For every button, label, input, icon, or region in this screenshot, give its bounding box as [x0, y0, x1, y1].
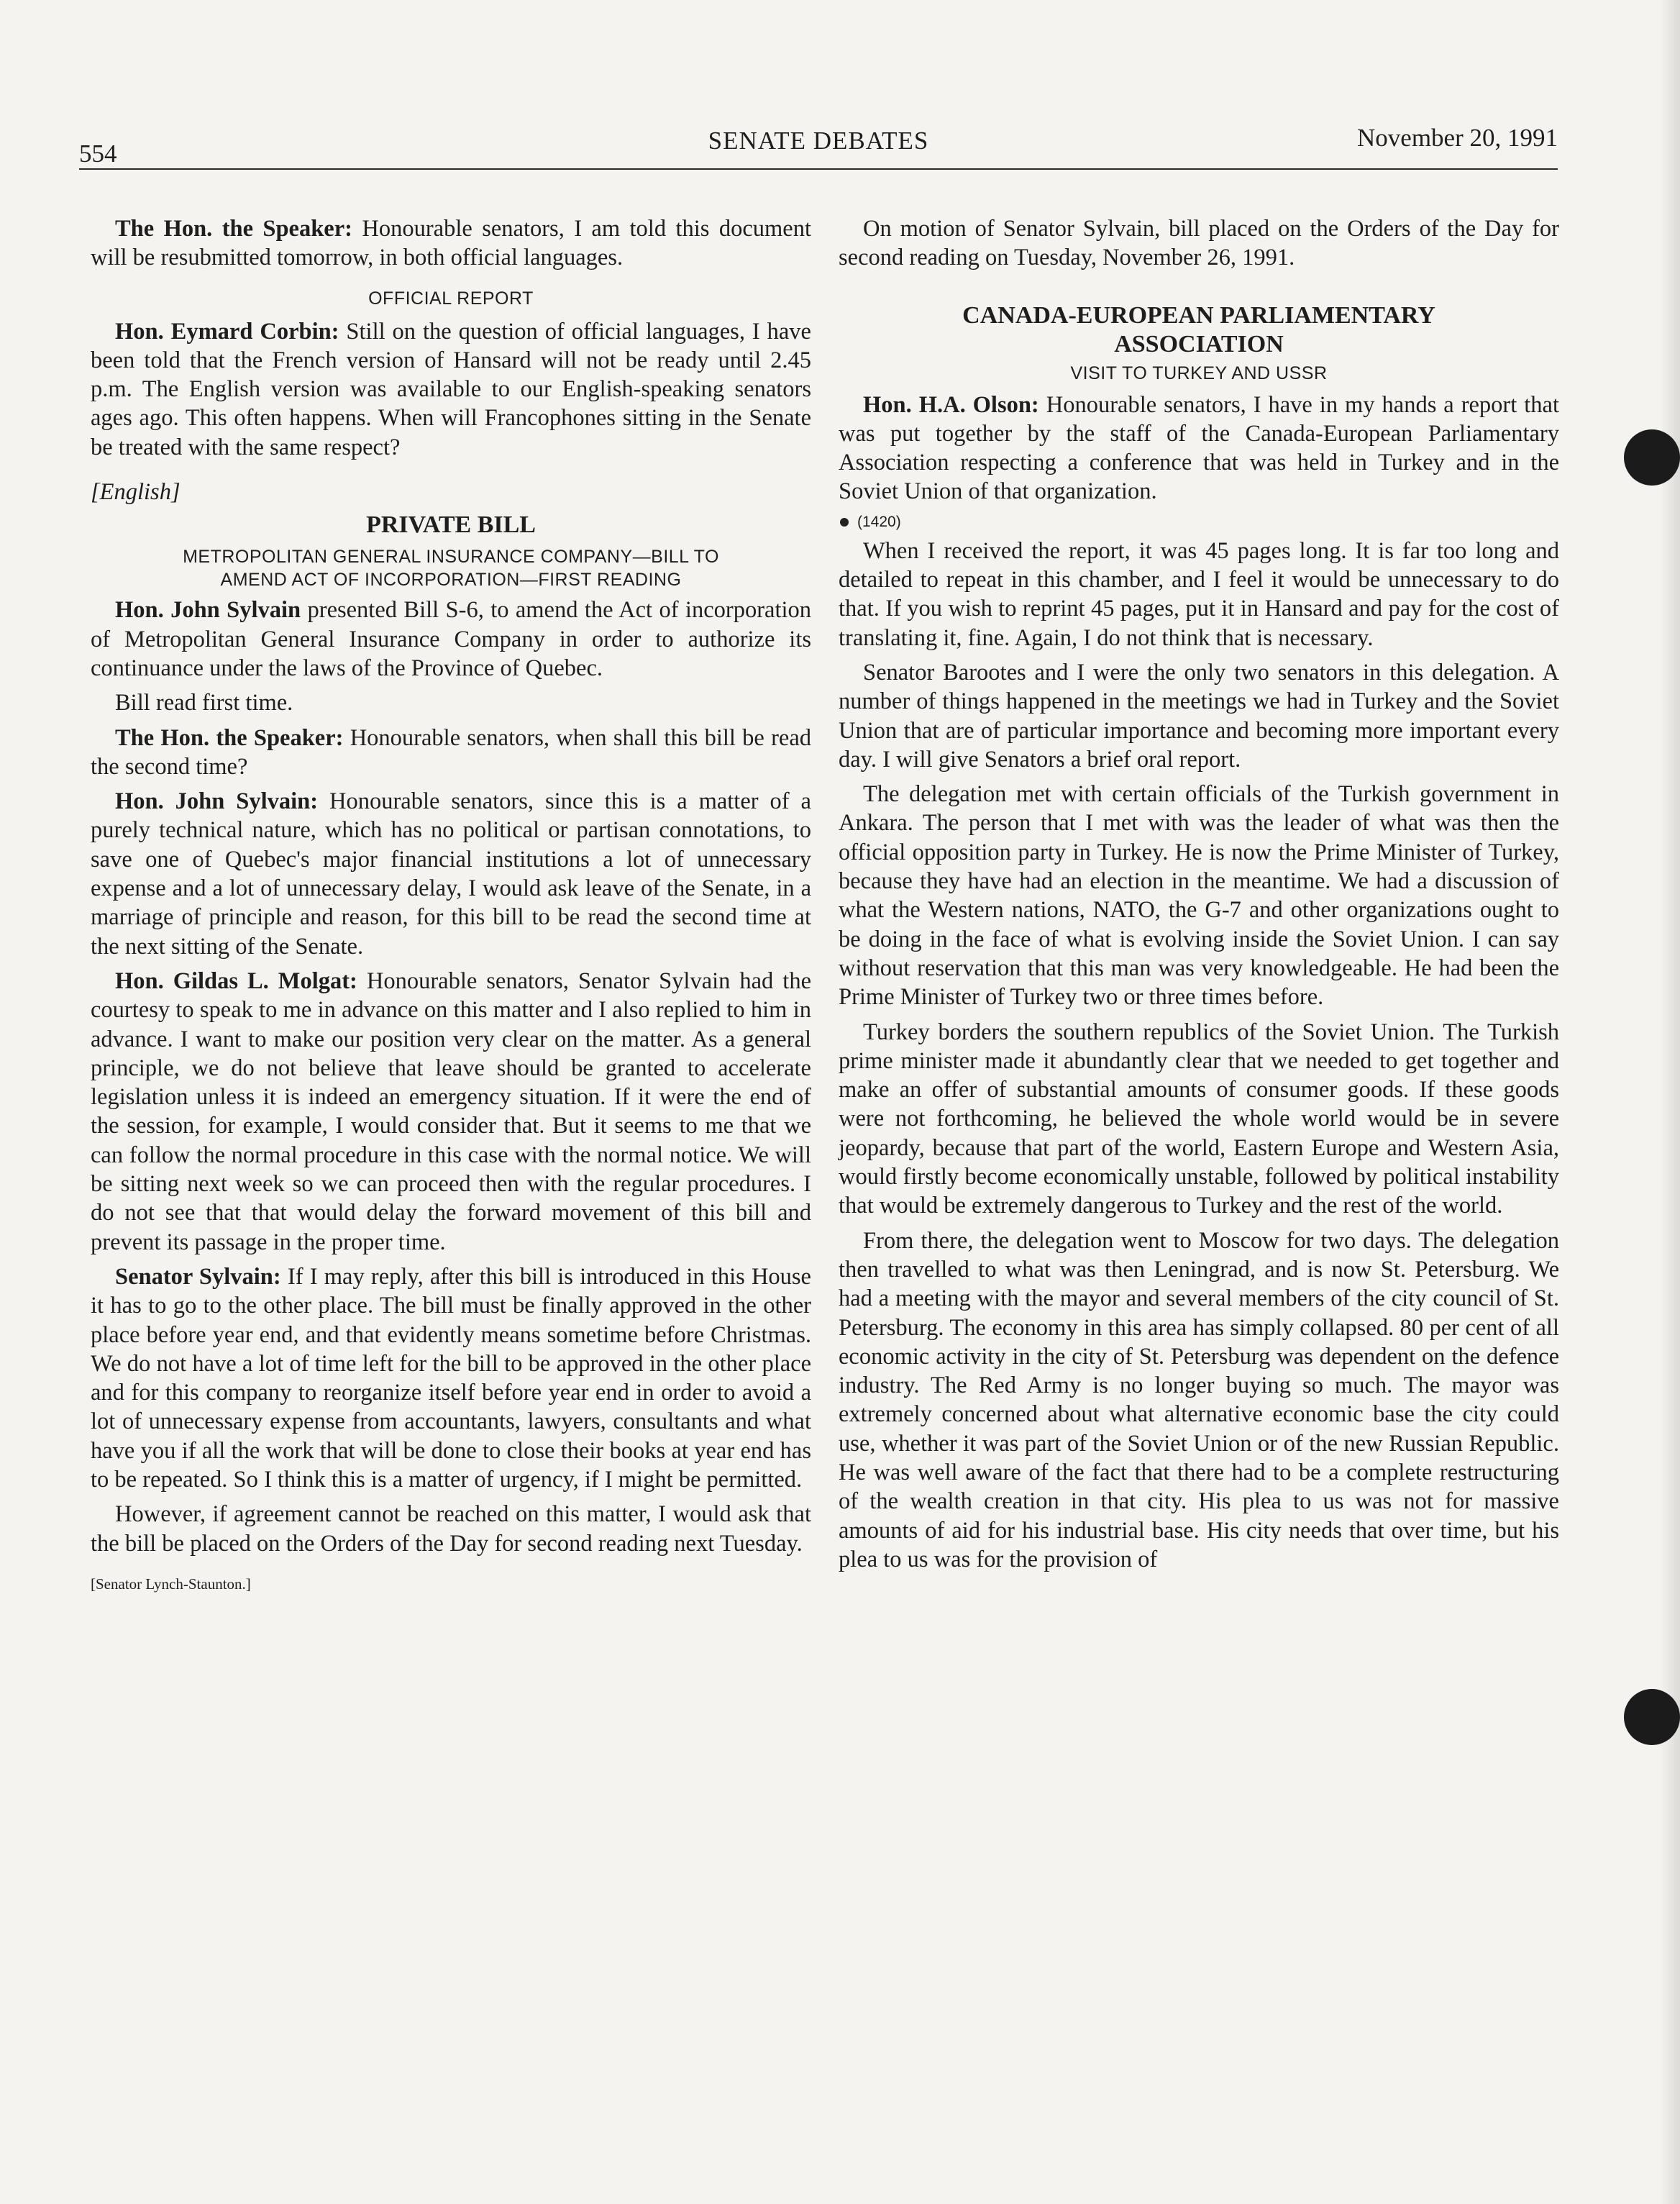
speech-text: Honourable senators, when shall this bill be read the second time?: [91, 724, 811, 780]
paragraph: [91, 787, 811, 961]
speech-text: Honourable senators, Senator Sylvain had the courtesy to speak to me in advance on this matter and I also replied to him in advance. I want to make our position very clear on the matter. As a general principle, we do not believe that leave should be granted to accelerate legislation unless it is indeed an emergency situation. If it were the end of the session, for example, I would consider that. But it seems to me that we can follow the normal procedure in this case with the normal notice. We will be sitting next week so we can proceed then with the regular procedures. I do not see that that would delay the forward movement of this bill and prevent its passage in the proper time.: [91, 967, 811, 1255]
speech-text: Honourable senators, I am told this document will be resubmitted tomorrow, in both official languages.: [91, 216, 811, 271]
paragraph: [91, 724, 811, 782]
section-heading-private-bill: PRIVATE BILL: [366, 511, 536, 539]
paragraph: [91, 214, 811, 273]
paragraph: [91, 967, 811, 1257]
speech-text: The delegation met with certain officials of the Turkish government in Ankara. The person that I met with was the leader of what was then the official opposition party in Turkey. He is now the Prime Minister of Turkey, because they have had an election in the meantime. We had a discussion of what the Western nations, NATO, the G-7 and other organizations ought to be doing in the face of what is evolving inside the Soviet Union. I can say without reservation that this man was very knowledgeable. He had been the Prime Minister of Turkey two or three times before.: [839, 781, 1559, 1011]
bill-subheading-line: AMEND ACT OF INCORPORATION—FIRST READING: [220, 570, 682, 591]
speaker-name: The Hon. the Speaker:: [115, 724, 344, 751]
time-stamp: (1420): [857, 513, 901, 530]
section-heading-line: CANADA-EUROPEAN PARLIAMENTARY: [962, 301, 1435, 329]
speech-text: When I received the report, it was 45 pages long. It is far too long and detailed to repeat in this chamber, and I feel it would be unnecessary to do that. If you wish to reprint 45 pages, put it in Hansard and pay for the cost of translating it, fine. Again, I do not think that is necessary.: [839, 537, 1559, 651]
paragraph: [839, 780, 1559, 1011]
speaker-name: Hon. John Sylvain:: [115, 788, 319, 815]
subheading-visit: VISIT TO TURKEY AND USSR: [1070, 363, 1328, 383]
header-rule: [79, 168, 1558, 170]
speech-text: Honourable senators, since this is a matter of a purely technical nature, which has no political or partisan connotations, to save one of Quebec's major financial institutions a lot of unnecessary expense and a lot of unnecessary delay, I would ask leave of the Senate, in a marriage of principle and reason, for this bill to be read the second time at the next sitting of the Senate.: [91, 788, 811, 960]
paragraph: [839, 537, 1559, 652]
speech-text: On motion of Senator Sylvain, bill placed on the Orders of the Day for second reading on Tuesday, November 26, 1991.: [839, 216, 1559, 271]
speech-text: However, if agreement cannot be reached on this matter, I would ask that the bill be placed on the Orders of the Day for second reading next Tuesday.: [91, 1501, 811, 1557]
left-column: [91, 214, 811, 1594]
bullet-dot-icon: [840, 518, 849, 527]
bill-subheading: [91, 545, 811, 591]
speech-text: From there, the delegation went to Moscow for two days. The delegation then travelled to what was then Leningrad, and is now St. Petersburg. We had a meeting with the mayor and several members of the city council of St. Petersburg. The economy in this area has simply collapsed. 80 per cent of all economic activity in the city of St. Petersburg was dependent on the defence industry. The Red Army is no longer buying so much. The mayor was extremely concerned about what alternative economic base the city could use, whether it was part of the Soviet Union or of the new Russian Republic. He was well aware of the fact that there had to be a complete restructuring of the wealth creation in that city. His plea to us was not for massive amounts of aid for his industrial base. His city needs that over time, but his plea to us was for the provision of: [839, 1227, 1559, 1572]
paragraph: [91, 317, 811, 462]
speaker-name: Hon. H.A. Olson:: [863, 391, 1039, 418]
paragraph: [839, 1018, 1559, 1221]
page-edge-shadow: [1660, 0, 1680, 2204]
paragraph: [839, 658, 1559, 774]
speech-text: Bill read first time.: [115, 690, 293, 716]
subheading-official-report: OFFICIAL REPORT: [368, 288, 534, 309]
paragraph: [839, 214, 1559, 273]
speech-text: If I may reply, after this bill is introduced in this House it has to go to the other place. The bill must be finally approved in the other place before year end, and that evidently means sometime before Christmas. We do not have a lot of time left for the bill to be approved in the other place and for this company to reorganize itself before year end in order to avoid a lot of unnecessary expense from accountants, lawyers, consultants and what have you if all the work that will be done to close their books at year end has to be repeated. So I think this is a matter of urgency, if I might be permitted.: [91, 1263, 811, 1493]
speaker-name: The Hon. the Speaker:: [115, 216, 352, 242]
speaker-name: Hon. John Sylvain: [115, 597, 301, 624]
speaker-name: Hon. Gildas L. Molgat:: [115, 967, 357, 994]
paragraph: [91, 688, 811, 717]
speech-text: Honourable senators, I have in my hands a report that was put together by the staff of the Canada-European Parliamentary Association respecting a conference that was held in Turkey and in the Soviet Union of that organization.: [839, 391, 1559, 505]
speech-text: Turkey borders the southern republics of the Soviet Union. The Turkish prime minister made it abundantly clear that we needed to get together and make an offer of substantial amounts of consumer goods. If these goods were not forthcoming, he believed the whole world would be in severe jeopardy, because that part of the world, Eastern Europe and Western Asia, would firstly become economically unstable, followed by political instability that would be extremely dangerous to Turkey and the rest of the world.: [839, 1019, 1559, 1219]
page-footnote: [Senator Lynch-Staunton.]: [91, 1575, 251, 1593]
section-heading-association: [839, 301, 1559, 359]
speech-text: Still on the question of official languages, I have been told that the French version of Hansard will not be ready until 2.45 p.m. The English version was available to our English-speaking senators ages ago. This often happens. When will Francophones sitting in the Senate be treated with the same respect?: [91, 318, 811, 460]
section-heading-line: ASSOCIATION: [1114, 330, 1284, 358]
publication-title: SENATE DEBATES: [708, 127, 929, 155]
binder-hole: [1624, 1689, 1680, 1745]
paragraph: [91, 1262, 811, 1494]
paragraph: [91, 1500, 811, 1558]
speech-text: Senator Barootes and I were the only two senators in this delegation. A number of things happened in the meetings we had in Turkey and the Soviet Union that are of particular importance and becoming more important every day. I will give Senators a brief oral report.: [839, 659, 1559, 773]
binder-hole: [1624, 429, 1680, 486]
right-column: [839, 214, 1559, 1580]
paragraph: [839, 391, 1559, 506]
page-number: 554: [79, 140, 117, 168]
paragraph: [839, 1226, 1559, 1575]
sitting-date: November 20, 1991: [1357, 124, 1558, 152]
bill-subheading-line: METROPOLITAN GENERAL INSURANCE COMPANY—BILL TO: [183, 547, 719, 568]
time-marker: [839, 512, 1559, 532]
speech-text: presented Bill S-6, to amend the Act of incorporation of Metropolitan General Insurance Company in order to authorize its continuance under the laws of the Province of Quebec.: [91, 597, 812, 681]
speaker-name: Hon. Eymard Corbin:: [115, 318, 339, 345]
speaker-name: Senator Sylvain:: [115, 1263, 281, 1290]
language-marker: [English]: [91, 479, 181, 506]
running-header: [79, 124, 1558, 168]
paragraph: [91, 596, 811, 683]
